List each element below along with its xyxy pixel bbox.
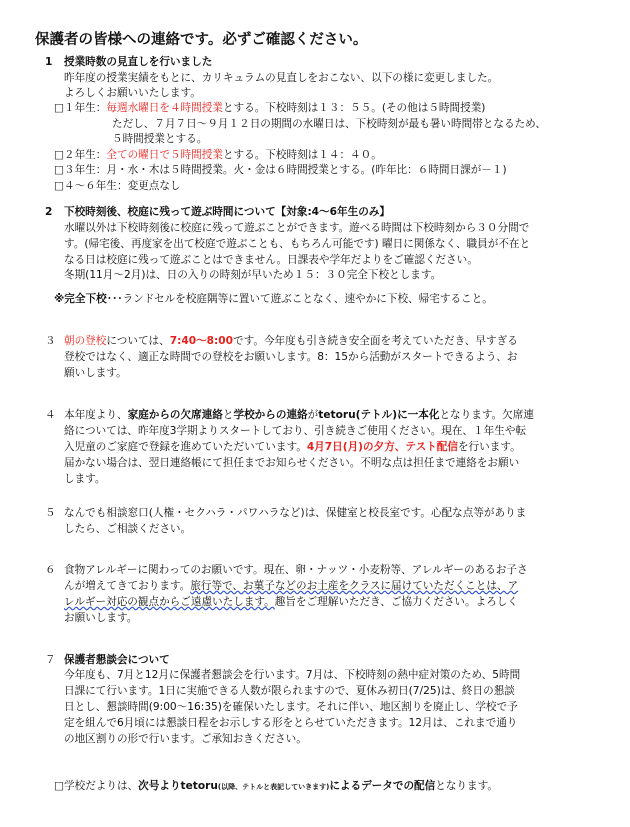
- text: が: [307, 409, 319, 421]
- text: 本年度より、: [64, 409, 128, 421]
- text-line: 水曜以外は下校時刻後に校庭に残って遊ぶことができます。遊べる時間は下校時刻から３０分間で: [64, 222, 530, 234]
- grade46-line: □４～６年生：変更点なし: [54, 180, 181, 192]
- bold-text: によるデータでの配信: [329, 780, 436, 792]
- section-heading: 授業時数の見直しを行いました: [64, 56, 213, 68]
- section-number: ３: [45, 335, 56, 347]
- small-note: (以降、テトルと表記していきます): [217, 783, 330, 791]
- checkbox-label: □１年生：: [54, 102, 107, 114]
- text-line: す。(帰宅後、再度家を出て校庭で遊ぶことも、もちろん可能です) 曜日に関係なく、職員が不在と: [64, 238, 531, 250]
- section-number: ４: [45, 409, 56, 421]
- text: □学校だよりは、: [54, 780, 139, 792]
- highlight-text: 朝の登校: [64, 335, 107, 347]
- text-line: [64, 408, 534, 424]
- highlight-text: 4月7日(月)の夕方、テスト配信: [306, 441, 458, 453]
- section-number: ５: [45, 507, 56, 519]
- grade2-line: [54, 148, 382, 164]
- highlight-text: 全ての曜日で５時間授業: [106, 149, 223, 161]
- text: です。今年度も引き続き安全面を考えていただき、早すぎる: [233, 335, 518, 347]
- section-number: ６: [45, 564, 56, 576]
- text-line: 届かない場合は、翌日連絡帳にて担任までお知らせください。不明な点は担任まで連絡をお願い: [64, 457, 520, 469]
- text-line: ５時間授業とする。: [112, 133, 208, 145]
- grade3-line: □３年生：月・水・木は５時間授業。火・金は６時間授業とする。(昨年比：６時間日課が－１): [54, 164, 507, 176]
- text: 入児童のご家庭で登録を進めていただいています。: [64, 441, 307, 453]
- bold-text: 学校からの連絡: [233, 409, 308, 421]
- note-line: [54, 292, 493, 308]
- text-line: 日とし、懇談時間(9:00～16:35)を確保いたします。それに伴い、地区割りを廃止し、学校で予: [64, 701, 518, 713]
- text-line: 願いします。: [64, 367, 127, 379]
- bold-text: 次号よりtetoru: [138, 780, 218, 792]
- text-line: お願いします。: [64, 612, 138, 624]
- text-line: [64, 440, 521, 456]
- text-line: [64, 579, 518, 595]
- note-label: ※完全下校: [54, 293, 107, 305]
- text-line: 今年度も、7月と12月に保護者懇談会を行います。7月は、下校時刻の熱中症対策のため、5時間: [64, 669, 521, 681]
- text-line: 絡については、昨年度3学期よりスタートしており、引き続きご使用ください。現在、１年生や転: [64, 425, 527, 437]
- text-line: 冬期(11月～2月)は、日の入りの時刻が早いため１５：３０完全下校とします。: [64, 269, 442, 281]
- text: については、: [106, 335, 170, 347]
- text: となります。: [435, 780, 498, 792]
- bold-text: tetoru(テトル)に一本化: [318, 409, 440, 421]
- section-heading: 保護者懇談会について: [64, 654, 170, 666]
- text-line: [64, 595, 518, 611]
- text-line: 定を組んで6月頃には懇談日程をお示しする形をとらせていただきます。12月は、これまで通り: [64, 717, 518, 729]
- highlight-text: 毎週水曜日を４時間授業: [106, 102, 223, 114]
- text-line: よろしくお願いいたします。: [64, 87, 201, 99]
- text: と: [222, 409, 234, 421]
- text-line: 昨年度の授業実績をもとに、カリキュラムの見直しをおこない、以下の様に変更しました。: [64, 72, 499, 84]
- text: を行います。: [457, 441, 521, 453]
- text: とする。下校時刻は１３：５５。(その他は５時間授業): [222, 102, 486, 114]
- text-line: 食物アレルギーに関わってのお願いです。現在、卵・ナッツ・小麦粉等、アレルギーのあるお子さ: [64, 564, 528, 576]
- section-number: 1: [45, 56, 53, 68]
- text-line: [64, 334, 518, 350]
- text-line: なんでも相談窓口(人権・セクハラ・パワハラなど)は、保健室と校長室です。心配な点等がありま: [64, 507, 527, 519]
- section-heading: 下校時刻後、校庭に残って遊ぶ時間について【対象:4～6年生のみ】: [64, 206, 390, 218]
- text-line: の地区割りの形で行います。ご承知おきください。: [64, 733, 307, 745]
- underlined-text: レルギー対応の観点からご遠慮いたします。: [64, 596, 275, 608]
- text-line: します。: [64, 473, 106, 485]
- text: んが増えてきております。: [64, 580, 191, 592]
- text-line: したら、ご相談ください。: [64, 523, 192, 535]
- underlined-text: 旅行等で、お菓子などのお土産をクラスに届けていただくことは、ア: [190, 580, 519, 592]
- time-highlight: 7:40～8:00: [169, 335, 234, 347]
- text-line: 日課にて行います。1日に実施できる人数が限られますので、夏休み初日(7/25)は、終日の懇談: [64, 685, 515, 697]
- footer-note: [54, 779, 498, 796]
- bold-text: 家庭からの欠席連絡: [127, 409, 223, 421]
- section-number: 2: [45, 206, 53, 218]
- text: 趣旨をご理解いただき、ご協力ください。よろしく: [274, 596, 518, 608]
- grade1-line: [54, 101, 485, 117]
- text: ･･･ランドセルを校庭隅等に置いて遊ぶことなく、速やかに下校、帰宅すること。: [106, 293, 493, 305]
- text: となります。欠席連: [439, 409, 534, 421]
- page-title: 保護者の皆様への連絡です。必ずご確認ください。: [35, 31, 368, 48]
- text-line: ただし、７月７日～９月１２日の期間の水曜日は、下校時刻が最も暑い時間帯となるため、: [112, 118, 546, 130]
- text-line: なる日は校庭に残って遊ぶことはできません。日課表や学年だよりをご確認ください。: [64, 254, 478, 266]
- checkbox-label: □２年生：: [54, 149, 107, 161]
- text: とする。下校時刻は１４：４０。: [222, 149, 382, 161]
- text-line: 登校ではなく、適正な時間での登校をお願いします。8：15から活動がスタートできるよう、お: [64, 351, 518, 363]
- section-number: ７: [45, 654, 56, 666]
